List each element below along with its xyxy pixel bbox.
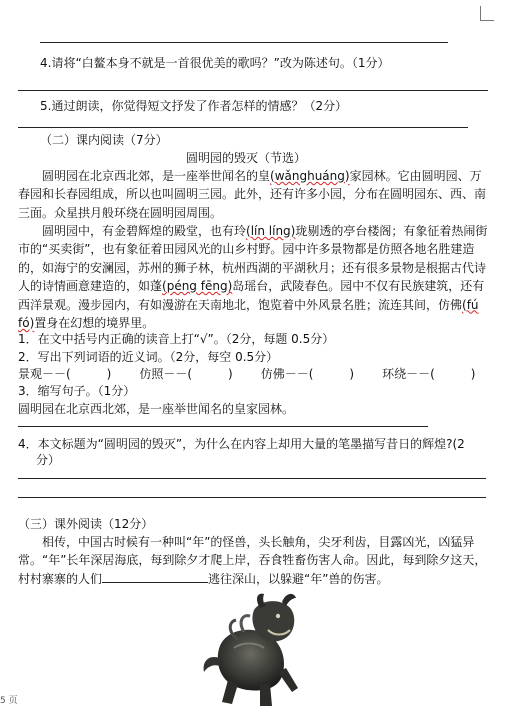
answer-line	[18, 90, 488, 91]
pinyin-options: (fú fó)	[18, 297, 479, 331]
answer-line	[18, 478, 486, 479]
nian-beast-illustration	[198, 592, 306, 710]
question-3-sentence: 圆明园在北京西北郊，是一座举世闻名的皇家园林。	[18, 402, 295, 416]
pinyin-options: (lín líng)	[246, 224, 296, 238]
passage-title: 圆明园的毁灭（节选）	[186, 151, 307, 165]
answer-line	[18, 127, 468, 128]
pinyin-options: (wǎnghuáng)	[270, 169, 350, 183]
passage-paragraph-1: 圆明园在北京西北郊，是一座举世闻名的皇(wǎnghuáng)家园林。它由圆明园、万春园和长春园组成，所以也叫圆明三园。此外，还有许多小园，分布在圆明园东、西、南三面。众星拱月般环绕在圆明园周围。	[18, 169, 487, 220]
corner-mark	[480, 20, 494, 21]
synonym-item: 景观－－( )	[18, 367, 112, 381]
answer-line	[18, 426, 428, 427]
question-4-line1: 4．本文标题为“圆明园的毁灭”，为什么在内容上却用大量的笔墨描写昔日的辉煌?(2	[18, 437, 465, 451]
pinyin-options: (péng fēng)	[162, 279, 233, 294]
passage-paragraph-2: 圆明园中，有金碧辉煌的殿堂，也有玲(lín líng)珑剔透的亭台楼阁；有象征着热闹街市的“买卖街”，也有象征着田园风光的山乡村野。园中许多景物都是仿照各地名胜建造的，如海宁的安澜园，苏州的狮子林，杭州西湖的平湖秋月；还有很多景物是根据古代诗人的诗情画意建造的，如蓬(péng fēng)岛瑶台，武陵春色。园中不仅有民族建筑，还有西洋景观。漫步园内，有如漫游在天南地北，饱览着中外风景名胜；流连其间，仿佛(fú fó)置身在幻想的境界里。	[18, 224, 488, 331]
page-number: 5 页	[0, 696, 18, 706]
synonym-item: 环绕－－( )	[382, 367, 476, 381]
question-4: 4.请将“白鳌本身不就是一首很优美的歌吗？”改为陈述句。（1分）	[40, 56, 390, 70]
section-heading: （二）课内阅读（7分）	[40, 133, 168, 147]
question-3: 3．缩写句子。（1分）	[18, 384, 136, 398]
synonym-item: 仿照－－( )	[139, 367, 233, 381]
section-heading: （三）课外阅读（12分）	[18, 517, 154, 531]
answer-line	[40, 42, 448, 43]
question-1: 1．在文中括号内正确的读音上打“√”。（2分，每题 0.5分）	[18, 332, 335, 346]
fill-blank[interactable]	[102, 570, 208, 583]
passage-paragraph-3: 相传，中国古时候有一种叫“年”的怪兽，头长触角，尖牙利齿，目露凶光，凶猛异常。“年”长年深居海底，每到除夕才爬上岸，吞食牲畜伤害人命。因此，每到除夕这天，村村寨寨的人们 逃往深山，以躲避“年”兽的伤害。	[18, 535, 487, 586]
synonym-row	[18, 366, 476, 382]
corner-mark	[480, 6, 481, 20]
question-5: 5.通过朗读，你觉得短文抒发了作者怎样的情感？（2分）	[40, 99, 348, 113]
question-2: 2．写出下列词语的近义词。（2分，每空 0.5分）	[18, 350, 279, 364]
answer-line	[18, 497, 486, 498]
question-4-line2: 分）	[36, 453, 61, 467]
synonym-item: 仿佛－－( )	[260, 367, 355, 381]
